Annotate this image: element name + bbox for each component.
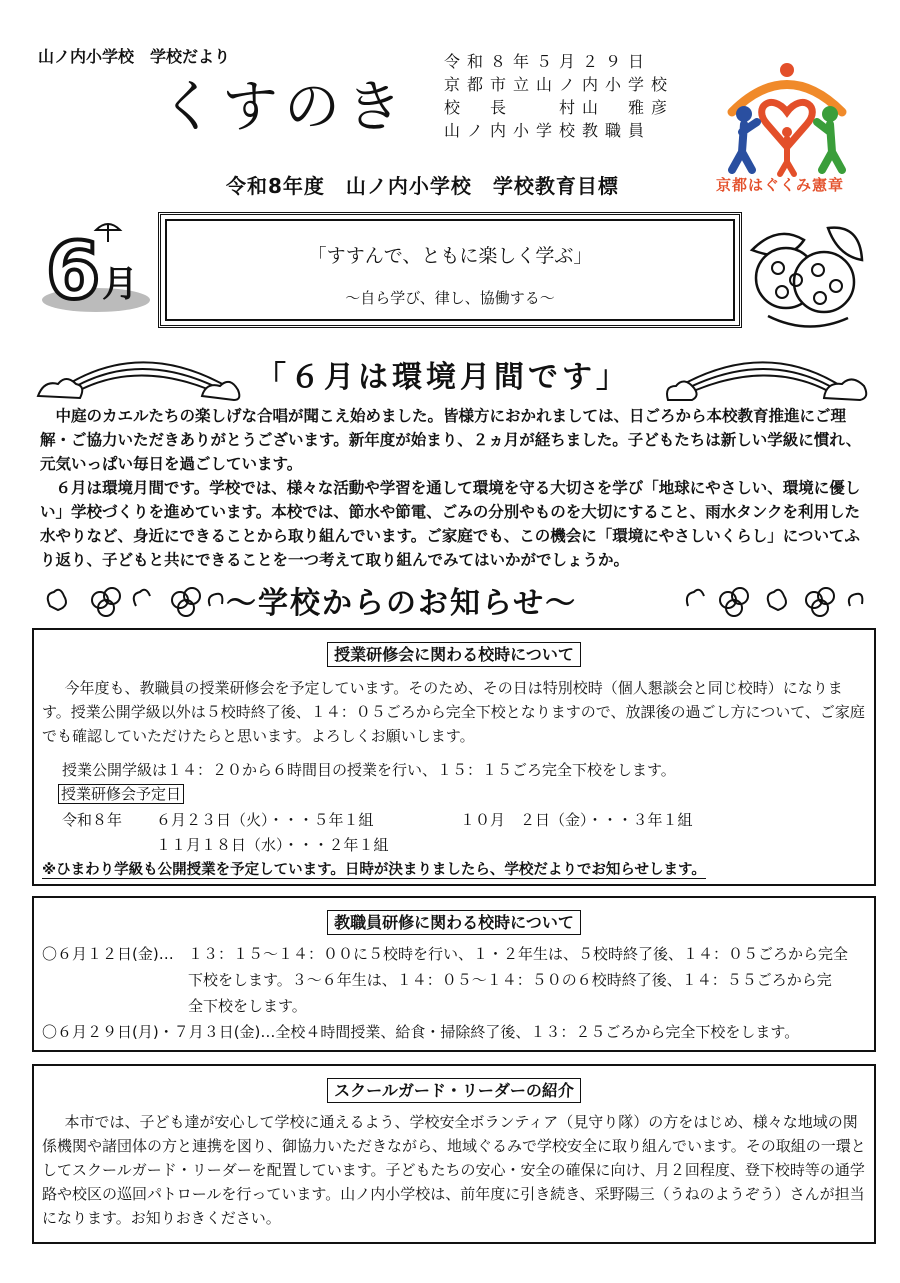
school-notices-heading: ～学校からのお知らせ～ <box>226 586 578 621</box>
month-number: 6 <box>46 227 101 317</box>
school-name: 京都市立山ノ内小学校 <box>444 75 675 94</box>
education-goal-heading: 令和8年度 山ノ内小学校 学校教育目標 <box>226 174 619 198</box>
lesson-study-paragraph: 今年度も、教職員の授業研修会を予定しています。そのため、その日は特別校時（個人懇談会と同じ校時）になります。授業公開学級以外は５校時終了後、１４：０５ごろから完全下校となりますので、放課後の過ごし方について、ご家庭でも確認していただけたらと思います。よろしくお願いします。 <box>42 679 865 745</box>
schedule-date-1: ６月２３日（火）・・・５年１組 <box>156 811 374 829</box>
rainbow-left-illustration <box>36 346 242 402</box>
school-guard-title: スクールガード・リーダーの紹介 <box>327 1078 581 1103</box>
issue-info <box>444 50 674 142</box>
rainbow-right-illustration <box>664 346 870 402</box>
training-item-1-line-1: １３：１５～１４：００に５校時を行い、１・２年生は、５校時終了後、１４：０５ごろから完全 <box>188 945 849 963</box>
open-class-info: 授業公開学級は１４：２０から６時間目の授業を行い、１５：１５ごろ完全下校をします。 <box>62 761 676 779</box>
logo-caption: 京都はぐくみ憲章 <box>716 176 845 194</box>
goal-motto: 「すすんで、ともに楽しく学ぶ」 <box>307 245 593 267</box>
staff-training-notice <box>32 896 876 1052</box>
june-badge-illustration <box>38 218 154 318</box>
staff-training-title: 教職員研修に関わる校時について <box>327 910 581 935</box>
school-guard-paragraph: 本市では、子ども達が安心して学校に通えるよう、学校安全ボランティア（見守り隊）の方をはじめ、様々な地域の関係機関や諸団体の方と連携を図り、御協力いただきながら、地域ぐるみで学校安全に取り組んでいます。その取組の一環としてスクールガード・リーダーを配置しています。子どもたちの安心・安全の確保に向け、月２回程度、登下校時等の通学路や校区の巡回パトロールを行っています。山ノ内小学校は、前年度に引き続き、采野陽三（うねのようぞう）さんが担当になります。お知りおきください。 <box>42 1113 866 1227</box>
education-goal-box <box>158 212 742 328</box>
staff: 山ノ内小学校教職員 <box>444 121 652 140</box>
goal-inner-frame <box>165 219 735 321</box>
schedule-date-3: １１月１８日（水）・・・２年１組 <box>156 836 389 854</box>
lesson-study-notice <box>32 628 876 886</box>
issue-date: 令和８年５月２９日 <box>444 52 652 71</box>
newsletter-series: 山ノ内小学校 学校だより <box>38 47 231 66</box>
month-kanji: 月 <box>102 264 139 305</box>
goal-subtitle: ～自ら学び、律し、協働する～ <box>345 289 555 307</box>
clover-decoration-left <box>40 576 230 624</box>
principal: 校 長 村山 雅彦 <box>444 98 675 117</box>
schedule-label: 授業研修会予定日 <box>58 784 184 804</box>
environment-paragraph-1: 中庭のカエルたちの楽しげな合唱が聞こえ始めました。皆様方におかれましては、日ごろから本校教育推進にご理解・ご協力いただきありがとうございます。新年度が始まり、２ヵ月が経ちました。子どもたちは新しい学級に慣れ、元気いっぱい毎日を過ごしています。 <box>40 407 862 473</box>
himawari-note: ※ひまわり学級も公開授業を予定しています。日時が決まりましたら、学校だよりでお知らせします。 <box>42 862 706 878</box>
school-guard-leader-notice <box>32 1064 876 1244</box>
lesson-study-title: 授業研修会に関わる校時について <box>327 642 581 667</box>
training-item-1-date: 〇６月１２日(金)… <box>42 945 174 963</box>
newsletter-title: くすのき <box>160 75 408 140</box>
training-item-1-line-2: 下校をします。３～６年生は、１４：０５～１４：５０の６校時終了後、１４：５５ごろから完 <box>188 971 832 989</box>
training-item-1-line-3: 全下校をします。 <box>188 997 307 1015</box>
clover-decoration-right <box>680 576 870 624</box>
hydrangea-illustration <box>748 220 866 332</box>
schedule-year: 令和８年 <box>62 811 123 829</box>
environment-month-heading: 「６月は環境月間です」 <box>256 360 630 395</box>
schedule-date-2: １０月 ２日（金）・・・３年１組 <box>460 811 693 829</box>
training-item-2: 〇６月２９日(月)・７月３日(金)…全校４時間授業、給食・掃除終了後、１３：２５ごろから完全下校をします。 <box>42 1023 800 1041</box>
environment-paragraph-2: ６月は環境月間です。学校では、様々な活動や学習を通して環境を守る大切さを学び「地球にやさしい、環境に優しい」学校づくりを進めています。本校では、節水や節電、ごみの分別やものを大切にすること、雨水タンクを利用した水やりなど、身近にできることから取り組んでいます。ご家庭でも、この機会に「環境にやさしいくらし」についてふり返り、子どもと共にできることを一つ考えて取り組んでみてはいかがでしょうか。 <box>40 479 861 569</box>
